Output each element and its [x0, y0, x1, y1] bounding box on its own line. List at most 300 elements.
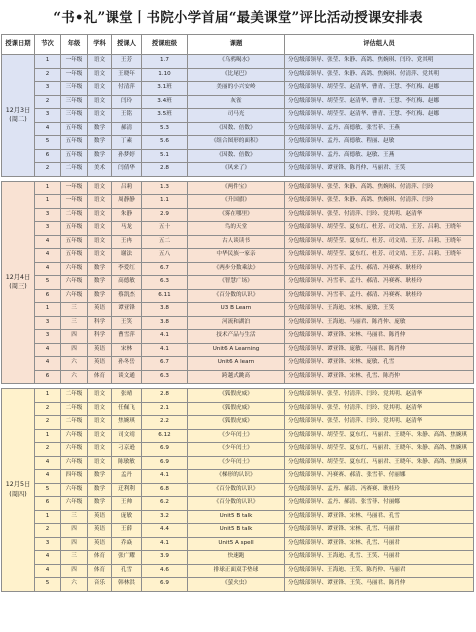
teacher-cell: 闫玲 — [112, 95, 142, 109]
topic-cell: 《智慧广场》 — [188, 276, 285, 290]
evaluators-cell: 分包级部领导、王海迪、王笑、陈肖仲、马丽君 — [285, 564, 474, 578]
topic-cell: 《少年闰土》 — [188, 443, 285, 457]
topic-cell: 鸟的天堂 — [188, 222, 285, 236]
grade-cell: 六 — [61, 578, 88, 592]
evaluators-cell: 分包级部领导、谭亚锋、宋林、孔雪、陈肖仲 — [285, 370, 474, 384]
table-row — [2, 343, 474, 357]
subject-cell: 语文 — [88, 68, 112, 82]
topic-cell: 跨越式跳高 — [188, 370, 285, 384]
evaluators-cell: 分包级部领导、谭亚锋、宋林、孔雪、马丽君 — [285, 524, 474, 538]
class-cell: 6.9 — [142, 443, 188, 457]
table-row — [2, 82, 474, 96]
grade-cell: 四 — [61, 343, 88, 357]
teacher-cell: 王芳 — [112, 55, 142, 69]
teacher-cell: 朱静 — [112, 208, 142, 222]
subject-cell: 英语 — [88, 524, 112, 538]
grade-cell: 一年级 — [61, 55, 88, 69]
teacher-cell: 张晴 — [112, 389, 142, 403]
grade-cell: 六年级 — [61, 276, 88, 290]
subject-cell: 语文 — [88, 402, 112, 416]
class-cell: 1.1 — [142, 195, 188, 209]
grade-cell: 六年级 — [61, 443, 88, 457]
teacher-cell: 王晓年 — [112, 68, 142, 82]
evaluators-cell: 分包级部领导、冯赛赛、郝清、张雪菲、付丽娜 — [285, 470, 474, 484]
schedule-table — [1, 34, 474, 592]
class-cell: 6.9 — [142, 456, 188, 470]
evaluators-cell: 分包级部领导、胡莹莹、夏东红、杜芳、司文靖、王芳、吕莉、王晓年 — [285, 222, 474, 236]
table-row — [2, 402, 474, 416]
evaluators-cell: 分包级部领导、胡莹莹、夏东红、马丽君、王晓年、朱静、高鸽、焦婉琪 — [285, 443, 474, 457]
evaluators-cell: 分包级部领导、谭亚锋、宋林、马丽君、陈肖仲 — [285, 330, 474, 344]
period-cell: 5 — [35, 276, 61, 290]
subject-cell: 语文 — [88, 181, 112, 195]
grade-cell: 六年级 — [61, 456, 88, 470]
evaluators-cell: 分包级部领导、王海迪、宋林、庞敏、王笑 — [285, 303, 474, 317]
grade-cell: 四 — [61, 537, 88, 551]
table-row — [2, 416, 474, 430]
topic-cell: 《萤火虫》 — [188, 578, 285, 592]
teacher-cell: 高德敏 — [112, 276, 142, 290]
subject-cell: 体育 — [88, 370, 112, 384]
teacher-cell: 韩林洪 — [112, 578, 142, 592]
topic-cell: 技术产品与生活 — [188, 330, 285, 344]
topic-cell: 《两步分数乘法》 — [188, 262, 285, 276]
teacher-cell: 孔雪 — [112, 564, 142, 578]
evaluators-cell: 分包级部领导、胡莹莹、赵清华、曹青、王慧、李红梅、赵娜 — [285, 109, 474, 123]
class-cell: 6.12 — [142, 429, 188, 443]
class-cell: 6.7 — [142, 262, 188, 276]
period-cell: 6 — [35, 370, 61, 384]
topic-cell: 《乌鸦喝水》 — [188, 55, 285, 69]
class-cell: 6.8 — [142, 483, 188, 497]
teacher-cell: 闫倩华 — [112, 163, 142, 177]
grade-cell: 三年级 — [61, 95, 88, 109]
period-cell: 1 — [35, 510, 61, 524]
subject-cell: 体育 — [88, 551, 112, 565]
grade-cell: 五年级 — [61, 122, 88, 136]
grade-cell: 三年级 — [61, 82, 88, 96]
period-cell: 4 — [35, 456, 61, 470]
grade-cell: 五年级 — [61, 149, 88, 163]
evaluators-cell: 分包级部领导、王海迪、马丽君、陈肖仲、庞敏 — [285, 316, 474, 330]
topic-cell: 《升国旗》 — [188, 195, 285, 209]
subject-cell: 科学 — [88, 316, 112, 330]
teacher-cell: 王帅 — [112, 497, 142, 511]
table-row — [2, 456, 474, 470]
teacher-cell: 马龙 — [112, 222, 142, 236]
teacher-cell: 王薛 — [112, 524, 142, 538]
subject-cell: 语文 — [88, 456, 112, 470]
subject-cell: 语文 — [88, 389, 112, 403]
period-cell: 4 — [35, 122, 61, 136]
topic-cell: 美丽的小兴安岭 — [188, 82, 285, 96]
weekday-label: (周三) — [9, 283, 27, 291]
topic-cell: U3 B Learn — [188, 303, 285, 317]
topic-cell: 古人谈读书 — [188, 235, 285, 249]
class-cell: 1.10 — [142, 68, 188, 82]
table-row — [2, 470, 474, 484]
class-cell: 6.2 — [142, 497, 188, 511]
topic-cell: 《狐假虎威》 — [188, 389, 285, 403]
date-cell — [2, 389, 35, 592]
evaluators-cell: 分包级部领导、谭亚锋、陈肖仲、马丽君、王笑 — [285, 163, 474, 177]
table-row — [2, 303, 474, 317]
period-cell: 4 — [35, 249, 61, 263]
grade-cell: 三年级 — [61, 109, 88, 123]
topic-cell: 《梯形的认识》 — [188, 470, 285, 484]
table-row — [2, 357, 474, 371]
teacher-cell: 李爱红 — [112, 262, 142, 276]
evaluators-cell: 分包级部领导、胡莹莹、夏东红、马丽君、王晓年、朱静、高鸽、焦婉琪 — [285, 429, 474, 443]
evaluators-cell: 分包级部领导、冯雪菲、孟丹、郝清、冯赛赛、耿桂玲 — [285, 289, 474, 303]
subject-cell: 音乐 — [88, 578, 112, 592]
grade-cell: 五年级 — [61, 249, 88, 263]
class-cell: 2.8 — [142, 163, 188, 177]
period-cell: 1 — [35, 389, 61, 403]
teacher-cell: 乔焱 — [112, 537, 142, 551]
teacher-cell: 张广耀 — [112, 551, 142, 565]
class-cell: 1.3 — [142, 181, 188, 195]
class-cell: 2.2 — [142, 416, 188, 430]
table-row — [2, 195, 474, 209]
subject-cell: 英语 — [88, 303, 112, 317]
evaluators-cell: 分包级部领导、孟丹、高德敏、赵敏、王燕 — [285, 149, 474, 163]
period-cell: 3 — [35, 537, 61, 551]
evaluators-cell: 分包级部领导、孟丹、高德敏、张雪菲、王燕 — [285, 122, 474, 136]
topic-cell: 《少年闰土》 — [188, 456, 285, 470]
subject-cell: 数学 — [88, 149, 112, 163]
topic-cell: 灰雀 — [188, 95, 285, 109]
evaluators-cell: 分包级部领导、胡莹莹、夏东红、杜芳、司文靖、王芳、吕莉、王晓年 — [285, 249, 474, 263]
class-cell: 1.7 — [142, 55, 188, 69]
evaluators-cell: 分包级部领导、张莹、付清萍、闫玲、党其明、赵清华 — [285, 402, 474, 416]
topic-cell: 《风来了》 — [188, 163, 285, 177]
period-cell: 2 — [35, 68, 61, 82]
grade-cell: 四年级 — [61, 470, 88, 484]
table-row — [2, 429, 474, 443]
period-cell: 2 — [35, 402, 61, 416]
class-cell: 6.7 — [142, 357, 188, 371]
subject-cell: 科学 — [88, 330, 112, 344]
evaluators-cell: 分包级部领导、谭亚锋、王笑、马丽君、陈肖仲 — [285, 578, 474, 592]
table-row — [2, 149, 474, 163]
subject-cell: 数学 — [88, 483, 112, 497]
class-cell: 6.3 — [142, 370, 188, 384]
table-row — [2, 497, 474, 511]
subject-cell: 英语 — [88, 343, 112, 357]
grade-cell: 五年级 — [61, 222, 88, 236]
table-row — [2, 208, 474, 222]
period-cell: 3 — [35, 316, 61, 330]
class-cell: 3.9 — [142, 551, 188, 565]
table-row — [2, 370, 474, 384]
class-cell: 6.9 — [142, 578, 188, 592]
class-cell: 五八 — [142, 249, 188, 263]
teacher-cell: 司文靖 — [112, 429, 142, 443]
table-row — [2, 109, 474, 123]
evaluators-cell: 分包级部领导、冯雪菲、孟丹、郝清、冯赛赛、耿桂玲 — [285, 276, 474, 290]
table-row — [2, 483, 474, 497]
teacher-cell: 吕莉 — [112, 181, 142, 195]
topic-cell: 《雾在哪里》 — [188, 208, 285, 222]
class-cell: 6.11 — [142, 289, 188, 303]
evaluators-cell: 分包级部领导、谭亚锋、宋林、孔雪、马丽君 — [285, 537, 474, 551]
table-row — [2, 389, 474, 403]
header-row — [2, 35, 474, 55]
grade-cell: 六年级 — [61, 262, 88, 276]
subject-cell: 语文 — [88, 429, 112, 443]
subject-cell: 数学 — [88, 136, 112, 150]
date-label: 12月4日 — [5, 273, 31, 281]
teacher-cell: 陈敏敏 — [112, 456, 142, 470]
evaluators-cell: 分包级部领导、冯雪菲、孟丹、郝清、冯赛赛、耿桂玲 — [285, 262, 474, 276]
period-cell: 6 — [35, 149, 61, 163]
subject-cell: 语文 — [88, 55, 112, 69]
period-cell: 4 — [35, 564, 61, 578]
topic-cell: 中华民族一家亲 — [188, 249, 285, 263]
period-cell: 2 — [35, 163, 61, 177]
table-row — [2, 289, 474, 303]
grade-cell: 六年级 — [61, 289, 88, 303]
subject-cell: 数学 — [88, 470, 112, 484]
class-cell: 2.1 — [142, 402, 188, 416]
table-row — [2, 537, 474, 551]
grade-cell: 三 — [61, 303, 88, 317]
grade-cell: 一年级 — [61, 181, 88, 195]
grade-cell: 二年级 — [61, 208, 88, 222]
grade-cell: 二年级 — [61, 389, 88, 403]
subject-cell: 语文 — [88, 416, 112, 430]
topic-cell: 《百分数的认识》 — [188, 497, 285, 511]
subject-cell: 语文 — [88, 195, 112, 209]
evaluators-cell: 分包级部领导、张莹、付清萍、闫玲、党其明、赵清华 — [285, 389, 474, 403]
subject-cell: 语文 — [88, 443, 112, 457]
period-cell: 3 — [35, 330, 61, 344]
teacher-cell: 郝清 — [112, 122, 142, 136]
period-cell: 5 — [35, 578, 61, 592]
table-row — [2, 163, 474, 177]
teacher-cell: 丁素 — [112, 136, 142, 150]
table-row — [2, 122, 474, 136]
table-row — [2, 551, 474, 565]
header-class: 授课班级 — [142, 35, 188, 55]
class-cell: 2.8 — [142, 389, 188, 403]
date-label: 12月5日 — [5, 481, 31, 489]
table-row — [2, 95, 474, 109]
table-row — [2, 136, 474, 150]
grade-cell: 五年级 — [61, 235, 88, 249]
subject-cell: 语文 — [88, 95, 112, 109]
subject-cell: 语文 — [88, 249, 112, 263]
evaluators-cell: 分包级部领导、孟丹、郝清、冯赛赛、耿桂玲 — [285, 483, 474, 497]
topic-cell: Unit5 A spell — [188, 537, 285, 551]
table-row — [2, 262, 474, 276]
topic-cell: Unit6 A learn — [188, 357, 285, 371]
period-cell: 6 — [35, 289, 61, 303]
date-cell — [2, 181, 35, 384]
evaluators-cell: 分包级部领导、谭亚锋、宋林、马丽君、孔雪 — [285, 510, 474, 524]
topic-cell: 《百分数的认识》 — [188, 289, 285, 303]
period-cell: 5 — [35, 483, 61, 497]
evaluators-cell: 分包级部领导、谭亚锋、宋林、庞敏、孔雪 — [285, 357, 474, 371]
grade-cell: 三 — [61, 510, 88, 524]
period-cell: 2 — [35, 95, 61, 109]
teacher-cell: 王冉 — [112, 235, 142, 249]
topic-cell: 《狐假虎威》 — [188, 402, 285, 416]
topic-cell: 《少年闰土》 — [188, 429, 285, 443]
table-row — [2, 443, 474, 457]
period-cell: 2 — [35, 443, 61, 457]
subject-cell: 语文 — [88, 222, 112, 236]
evaluators-cell: 分包级部领导、胡莹莹、夏东红、杜芳、司文靖、王芳、吕莉、王晓年 — [285, 235, 474, 249]
evaluators-cell: 分包级部领导、张莹、朱静、高鸽、焦婉琪、付清萍、闫玲 — [285, 195, 474, 209]
grade-cell: 一年级 — [61, 195, 88, 209]
subject-cell: 语文 — [88, 82, 112, 96]
subject-cell: 语文 — [88, 208, 112, 222]
class-cell: 5.6 — [142, 136, 188, 150]
subject-cell: 英语 — [88, 537, 112, 551]
teacher-cell: 孙冬岳 — [112, 357, 142, 371]
grade-cell: 一年级 — [61, 68, 88, 82]
table-row — [2, 181, 474, 195]
class-cell: 五二 — [142, 235, 188, 249]
subject-cell: 语文 — [88, 109, 112, 123]
topic-cell: 《两件宝》 — [188, 181, 285, 195]
period-cell: 4 — [35, 262, 61, 276]
topic-cell: 快速跑 — [188, 551, 285, 565]
table-row — [2, 235, 474, 249]
table-row — [2, 316, 474, 330]
weekday-label: (周二) — [9, 116, 27, 124]
class-cell: 2.9 — [142, 208, 188, 222]
teacher-cell: 谢法 — [112, 249, 142, 263]
date-cell — [2, 55, 35, 177]
topic-cell: Unit5 B talk — [188, 510, 285, 524]
class-cell: 3.8 — [142, 316, 188, 330]
evaluators-cell: 分包级部领导、胡莹莹、夏东红、马丽君、王晓年、朱静、高鸽、焦婉琪 — [285, 456, 474, 470]
header-period: 节次 — [35, 35, 61, 55]
class-cell: 4.6 — [142, 564, 188, 578]
teacher-cell: 蔡凯杰 — [112, 289, 142, 303]
table-row — [2, 276, 474, 290]
class-cell: 4.1 — [142, 330, 188, 344]
subject-cell: 语文 — [88, 235, 112, 249]
period-cell: 6 — [35, 497, 61, 511]
header-topic: 课题 — [188, 35, 285, 55]
topic-cell: 司马光 — [188, 109, 285, 123]
evaluators-cell: 分包级部领导、张莹、付清萍、闫玲、党其明、赵清华 — [285, 416, 474, 430]
period-cell: 3 — [35, 109, 61, 123]
grade-cell: 四 — [61, 564, 88, 578]
teacher-cell: 宋林 — [112, 343, 142, 357]
table-row — [2, 510, 474, 524]
teacher-cell: 孙梦婷 — [112, 149, 142, 163]
grade-cell: 三 — [61, 551, 88, 565]
evaluators-cell: 分包级部领导、孟丹、高德敏、程丽、赵敏 — [285, 136, 474, 150]
header-grade: 年级 — [61, 35, 88, 55]
class-cell: 4.1 — [142, 470, 188, 484]
class-cell: 4.4 — [142, 524, 188, 538]
evaluators-cell: 分包级部领导、谭亚锋、庞敏、马丽君、陈肖仲 — [285, 343, 474, 357]
grade-cell: 六 — [61, 357, 88, 371]
period-cell: 2 — [35, 416, 61, 430]
evaluators-cell: 分包级部领导、张莹、朱静、高鸽、焦婉琪、付清萍、闫玲 — [285, 181, 474, 195]
period-cell: 1 — [35, 303, 61, 317]
teacher-cell: 王笑 — [112, 316, 142, 330]
class-cell: 4.1 — [142, 343, 188, 357]
evaluators-cell: 分包级部领导、胡莹莹、赵清华、曹青、王慧、李红梅、赵娜 — [285, 95, 474, 109]
header-subject: 学科 — [88, 35, 112, 55]
subject-cell: 体育 — [88, 564, 112, 578]
period-cell: 4 — [35, 235, 61, 249]
teacher-cell: 周静静 — [112, 195, 142, 209]
period-cell: 4 — [35, 357, 61, 371]
teacher-cell: 王铭 — [112, 109, 142, 123]
teacher-cell: 焦婉琪 — [112, 416, 142, 430]
grade-cell: 六年级 — [61, 497, 88, 511]
teacher-cell: 付清萍 — [112, 82, 142, 96]
class-cell: 3.5班 — [142, 109, 188, 123]
class-cell: 6.3 — [142, 276, 188, 290]
subject-cell: 数学 — [88, 289, 112, 303]
grade-cell: 三 — [61, 316, 88, 330]
grade-cell: 四 — [61, 524, 88, 538]
grade-cell: 四 — [61, 330, 88, 344]
topic-cell: 排球正面双手垫球 — [188, 564, 285, 578]
grade-cell: 二年级 — [61, 163, 88, 177]
header-date: 授课日期 — [2, 35, 35, 55]
topic-cell: 《组合图形的面积》 — [188, 136, 285, 150]
table-row — [2, 564, 474, 578]
period-cell: 3 — [35, 222, 61, 236]
evaluators-cell: 分包级部领导、孟丹、郝清、张雪菲、付丽娜 — [285, 497, 474, 511]
grade-cell: 六 — [61, 370, 88, 384]
teacher-cell: 谭亚锋 — [112, 303, 142, 317]
teacher-cell: 曹雪萍 — [112, 330, 142, 344]
period-cell: 1 — [35, 181, 61, 195]
table-row — [2, 68, 474, 82]
class-cell: 3.8 — [142, 303, 188, 317]
teacher-cell: 迁利利 — [112, 483, 142, 497]
topic-cell: 《百分数的认识》 — [188, 483, 285, 497]
topic-cell: 《比尾巴》 — [188, 68, 285, 82]
topic-cell: Unit6 A Learning — [188, 343, 285, 357]
subject-cell: 数学 — [88, 276, 112, 290]
table-row — [2, 55, 474, 69]
evaluators-cell: 分包级部领导、张莹、付清萍、闫玲、党其明、赵清华 — [285, 208, 474, 222]
topic-cell: 《因数、倍数》 — [188, 149, 285, 163]
class-cell: 3.4班 — [142, 95, 188, 109]
grade-cell: 五年级 — [61, 136, 88, 150]
period-cell: 1 — [35, 55, 61, 69]
subject-cell: 英语 — [88, 357, 112, 371]
grade-cell: 六年级 — [61, 483, 88, 497]
period-cell: 4 — [35, 470, 61, 484]
subject-cell: 美术 — [88, 163, 112, 177]
topic-cell: 《狐假虎威》 — [188, 416, 285, 430]
topic-cell: Unit5 B talk — [188, 524, 285, 538]
evaluators-cell: 分包级部领导、王海迪、孔雪、王笑、马丽君 — [285, 551, 474, 565]
teacher-cell: 孟丹 — [112, 470, 142, 484]
period-cell: 1 — [35, 195, 61, 209]
subject-cell: 数学 — [88, 122, 112, 136]
table-row — [2, 249, 474, 263]
teacher-cell: 谈文通 — [112, 370, 142, 384]
period-cell: 4 — [35, 343, 61, 357]
subject-cell: 数学 — [88, 262, 112, 276]
evaluators-cell: 分包级部领导、胡莹莹、赵清华、曹青、王慧、李红梅、赵娜 — [285, 82, 474, 96]
header-evaluators: 评估组人员 — [285, 35, 474, 55]
